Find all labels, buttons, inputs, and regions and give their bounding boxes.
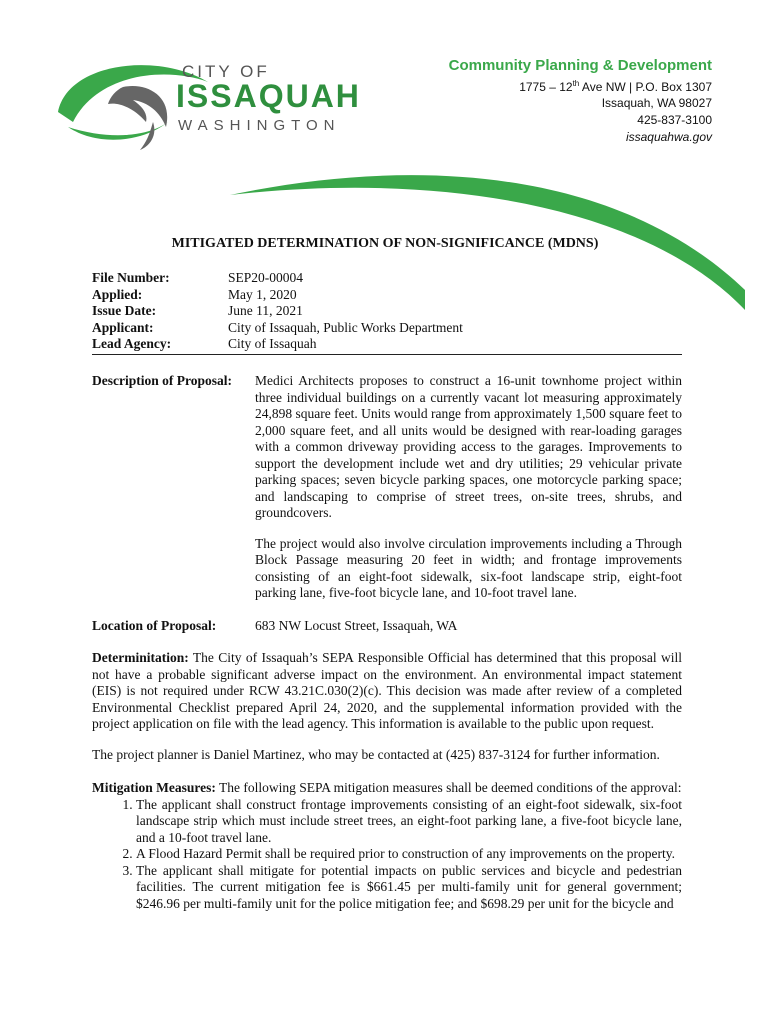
info-value: SEP20-00004 bbox=[228, 270, 304, 285]
department-website[interactable]: issaquahwa.gov bbox=[625, 130, 712, 144]
description-paragraph-1: Medici Architects proposes to construct a 16-unit townhome project within three individual buildings on a currently vacant lot measuring approximately 24,898 square feet. Units would range from approximately 1,500 square feet to 2,000 square feet, and all units would be designed with rear-loading garages with a common driveway providing access to the garages. Improvements to support the development include wet and dry utilities; 29 vehicular private parking spaces; seven bicycle parking spaces, one motorcycle parking space; and landscaping to comprise of street trees, on-site trees, shrubs, and groundcovers. bbox=[255, 373, 682, 520]
logo-name: ISSAQUAH bbox=[176, 78, 361, 114]
salmon-tail-icon bbox=[140, 122, 154, 150]
info-label: Lead Agency: bbox=[92, 336, 172, 351]
mitigation-list bbox=[92, 797, 682, 913]
document-title: MITIGATED DETERMINATION OF NON-SIGNIFICANCE (MDNS) bbox=[171, 236, 599, 251]
info-value: City of Issaquah, Public Works Department bbox=[228, 319, 463, 335]
logo-state: WASHINGTON bbox=[178, 117, 341, 134]
info-label: Issue Date: bbox=[92, 303, 157, 318]
determination-label: Determinitation: bbox=[92, 650, 189, 665]
department-name: Community Planning & Development bbox=[448, 57, 712, 74]
info-value: City of Issaquah bbox=[228, 336, 317, 351]
info-table bbox=[92, 270, 682, 353]
info-row bbox=[92, 336, 682, 353]
location-label: Location of Proposal: bbox=[92, 618, 217, 633]
department-city: Issaquah, WA 98027 bbox=[601, 96, 712, 110]
mitigation-intro: Mitigation Measures: The following SEPA mitigation measures shall be deemed conditions of the approval: bbox=[92, 780, 682, 795]
description-paragraph-2: The project would also involve circulation improvements including a Through Block Passage measuring 20 feet in width; and frontage improvements consisting of an eight-foot sidewalk, six-foot landscape strip, eight-foot parking lane, five-foot bicycle lane, and 10-foot travel lane. bbox=[255, 535, 682, 600]
info-row bbox=[92, 287, 682, 304]
location-value: 683 NW Locust Street, Issaquah, WA bbox=[255, 618, 458, 633]
info-value: May 1, 2020 bbox=[228, 286, 297, 302]
mitigation-label: Mitigation Measures: bbox=[92, 780, 216, 795]
info-row bbox=[92, 320, 682, 337]
list-item: 3. The applicant shall mitigate for potential impacts on public services and bicycle and pedestrian facilities. The current mitigation fee is $661.45 per multi-family unit for general government; $246.96 per multi-family unit for the police mitigation fee; and $698.29 per unit for the bicycle and bbox=[136, 863, 682, 913]
divider bbox=[92, 354, 682, 355]
logo-city-of: CITY OF bbox=[182, 62, 270, 81]
list-item: 1. The applicant shall construct frontage improvements consisting of an eight-foot sidewalk, six-foot landscape strip which must include street trees, an eight-foot parking lane, a five-foot bicycle lane, and a 10-foot travel lane. bbox=[136, 797, 682, 847]
department-phone: 425-837-3100 bbox=[637, 113, 712, 127]
info-row bbox=[92, 270, 682, 287]
description-body bbox=[255, 373, 682, 616]
info-label: File Number: bbox=[92, 270, 170, 285]
salmon-icon bbox=[108, 86, 167, 127]
description-section bbox=[92, 373, 682, 616]
list-item: 2. A Flood Hazard Permit shall be required prior to construction of any improvements on the property. bbox=[136, 846, 682, 863]
info-label: Applied: bbox=[92, 286, 143, 302]
info-value: June 11, 2021 bbox=[228, 303, 303, 318]
planner-paragraph: The project planner is Daniel Martinez, who may be contacted at (425) 837-3124 for further information. bbox=[92, 747, 660, 762]
location-section bbox=[92, 618, 682, 635]
determination-paragraph bbox=[92, 650, 682, 733]
description-label: Description of Proposal: bbox=[92, 373, 232, 388]
mitigation-section bbox=[92, 780, 682, 912]
determination-text: The City of Issaquah’s SEPA Responsible Official has determined that this proposal will not have a probable significant adverse impact on the environment. An environmental impact statement (EIS) is not required under RCW 43.21C.030(2)(c). This decision was made after review of a completed Environmental Checklist prepared April 24, 2020, and the supplemental information provided with the project application on file with the lead agency. This information is available to the public upon request. bbox=[92, 650, 682, 731]
info-row bbox=[92, 303, 682, 320]
info-label: Applicant: bbox=[92, 319, 154, 335]
department-address: 1775 – 12th Ave NW | P.O. Box 1307 bbox=[519, 79, 712, 94]
